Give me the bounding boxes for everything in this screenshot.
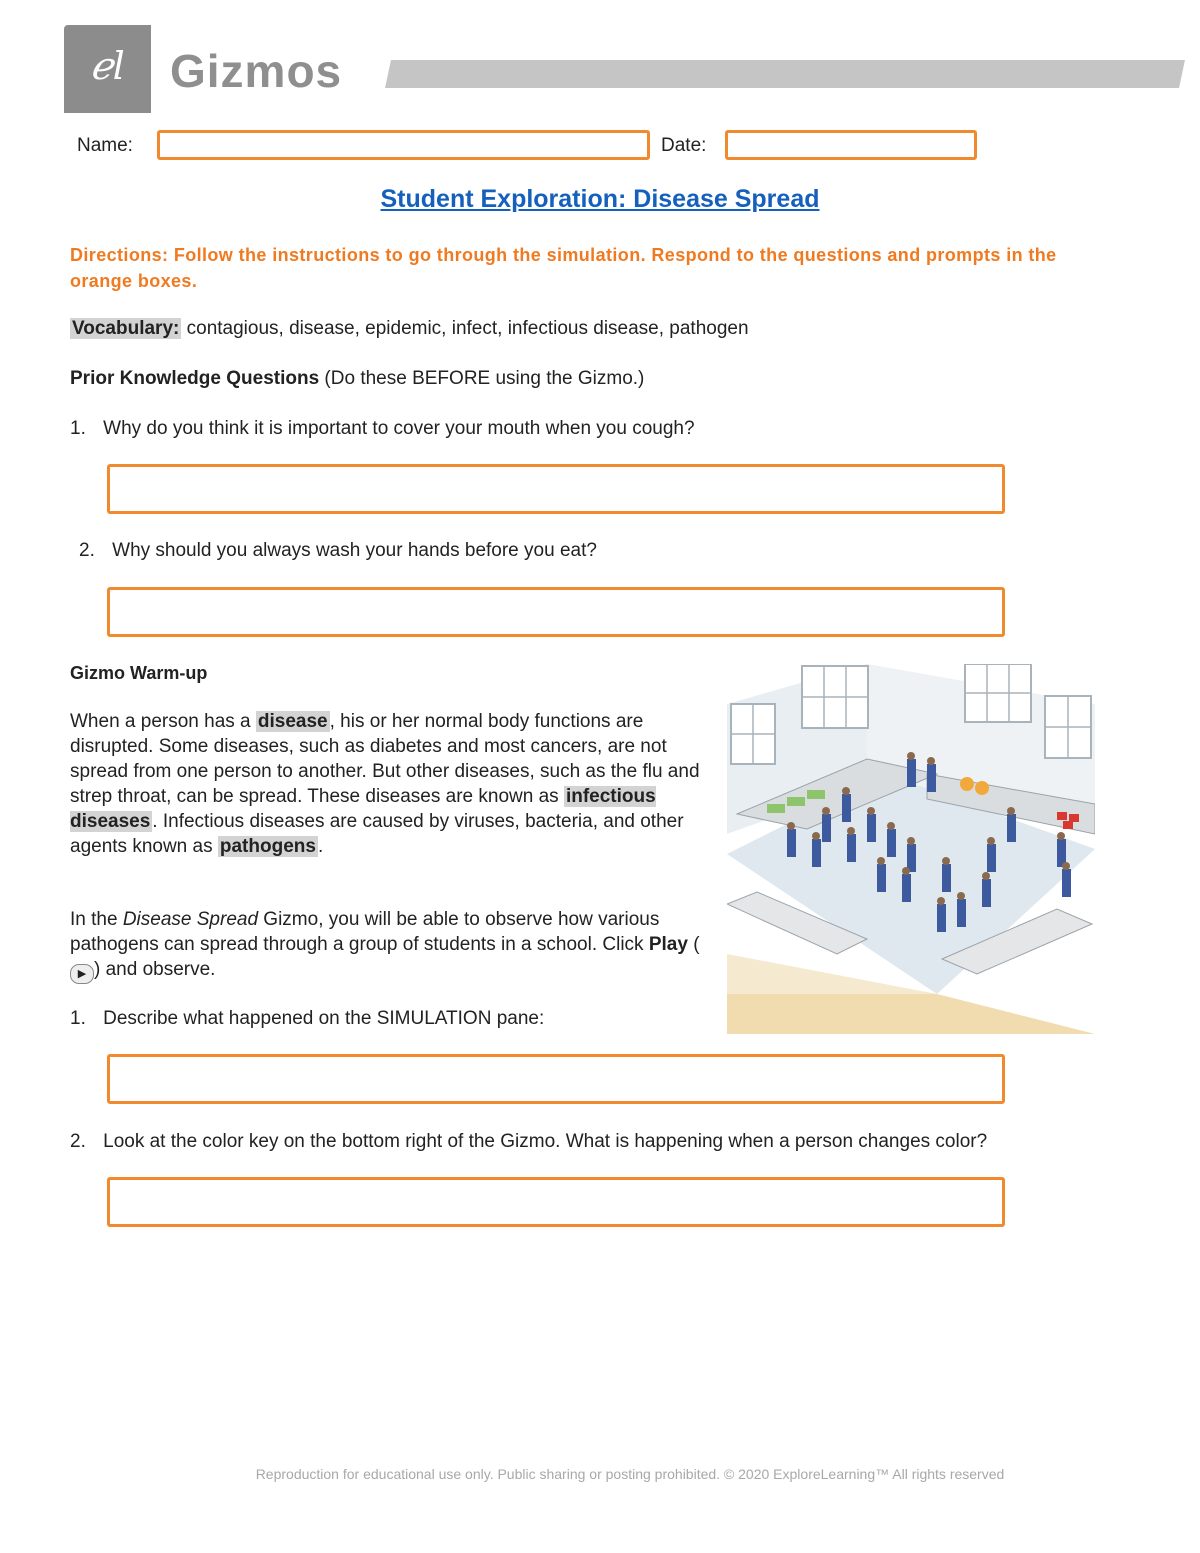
question-number: 2. <box>79 540 95 561</box>
text-run: When a person has a <box>70 711 256 732</box>
vocabulary-line <box>70 318 749 340</box>
directions-text: Directions: Follow the instructions to go through the simulation. Respond to the questions and prompts in the orange boxes. <box>70 245 1057 291</box>
date-field[interactable] <box>725 130 977 160</box>
question-number: 1. <box>70 1008 86 1029</box>
warmup-question-1 <box>70 1008 544 1030</box>
answer-box-warmup-2[interactable] <box>107 1177 1005 1227</box>
text-run: ) and observe. <box>94 959 216 980</box>
term-disease: disease <box>257 711 328 732</box>
date-label: Date: <box>661 135 707 156</box>
text-run: ( <box>687 934 700 955</box>
name-label: Name: <box>77 135 133 156</box>
prior-knowledge-title: Prior Knowledge Questions <box>70 368 320 389</box>
page-title: Student Exploration: Disease Spread <box>380 185 820 213</box>
play-label: Play <box>648 934 688 955</box>
question-text: Why should you always wash your hands before you eat? <box>112 540 597 561</box>
prior-knowledge-note: (Do these BEFORE using the Gizmo.) <box>319 368 645 389</box>
warmup-paragraph-1 <box>70 709 710 859</box>
question-text: Why do you think it is important to cover your mouth when you cough? <box>103 418 695 439</box>
answer-box-warmup-1[interactable] <box>107 1054 1005 1104</box>
text-run: , his or her normal body functions are disrupted. Some diseases, such as diabetes and most cancers, are not spread from one person to another. But other diseases, such as the flu and strep throat, can be spread. These diseases are known as <box>70 711 700 807</box>
header-bar <box>385 60 1185 88</box>
answer-box-prior-2[interactable] <box>107 587 1005 637</box>
question-text: Describe what happened on the SIMULATION pane: <box>103 1008 545 1029</box>
question-number: 1. <box>70 418 86 439</box>
explorelearning-logo-icon: ℯl <box>90 44 125 88</box>
warmup-heading: Gizmo Warm-up <box>70 663 208 683</box>
vocabulary-terms: contagious, disease, epidemic, infect, infectious disease, pathogen <box>181 318 749 339</box>
footer-text: Reproduction for educational use only. Public sharing or posting prohibited. © 2020 ExploreLearning™ All rights reserved <box>255 1466 1005 1482</box>
question-2 <box>79 540 597 562</box>
text-run: . Infectious diseases are caused by viruses, bacteria, and other agents known as <box>70 811 684 857</box>
warmup-question-2 <box>70 1131 987 1153</box>
simulation-illustration <box>727 664 1095 1034</box>
brand-name: Gizmos <box>170 45 343 97</box>
cafeteria-scene-image <box>727 664 1095 1034</box>
text-run: . <box>317 836 324 857</box>
name-field[interactable] <box>157 130 650 160</box>
question-number: 2. <box>70 1131 86 1152</box>
text-run: In the <box>70 909 123 930</box>
answer-box-prior-1[interactable] <box>107 464 1005 514</box>
vocabulary-label: Vocabulary: <box>72 318 180 339</box>
play-icon: ▶ <box>70 964 94 984</box>
prior-knowledge-heading <box>70 368 644 390</box>
question-text: Look at the color key on the bottom right of the Gizmo. What is happening when a person changes color? <box>103 1131 988 1152</box>
warmup-paragraph-2 <box>70 907 710 984</box>
term-pathogens: pathogens <box>219 836 316 857</box>
text-run: Gizmo, you will be able to observe how various pathogens can spread through a group of students in a school. Click <box>70 909 660 955</box>
term-infectious-diseases: infectious diseases <box>70 786 656 832</box>
footer-notice <box>0 1466 1200 1482</box>
gizmo-name: Disease Spread <box>122 909 259 930</box>
question-1 <box>70 418 695 440</box>
